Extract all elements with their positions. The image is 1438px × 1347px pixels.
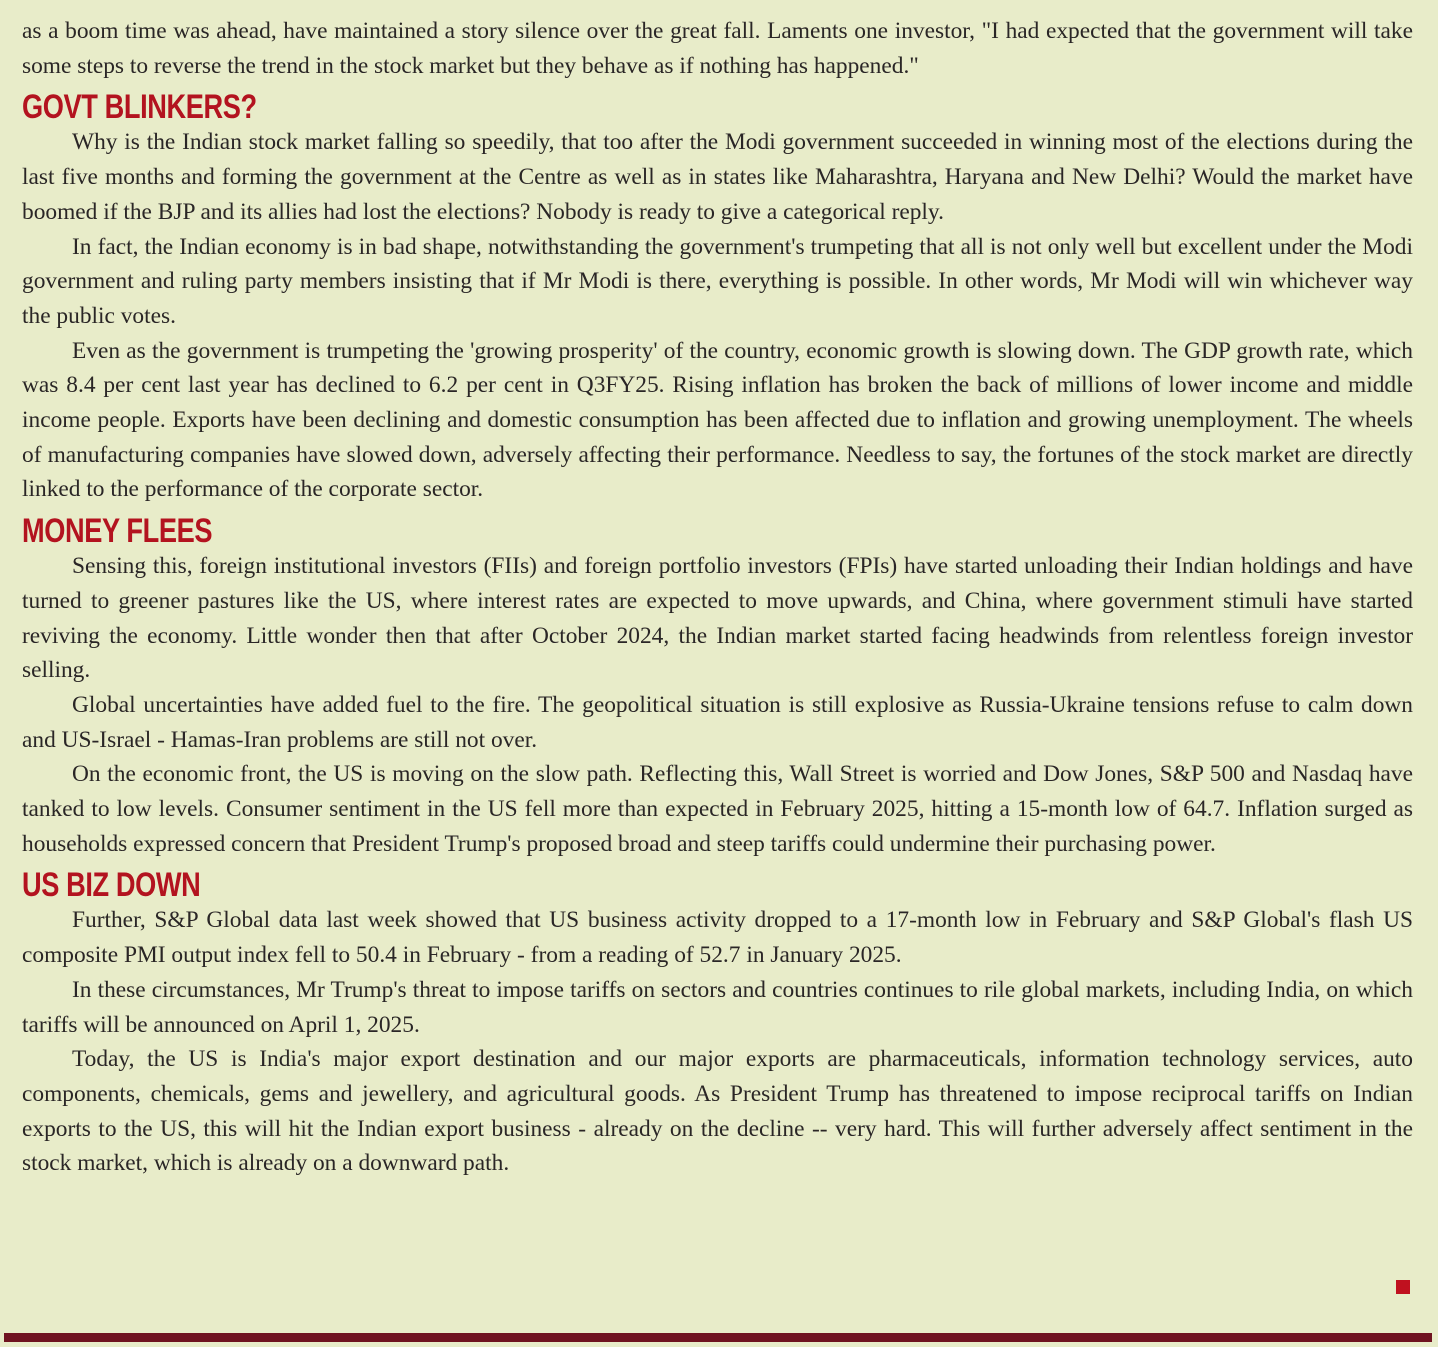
section-heading-us-biz-down: US BIZ DOWN: [22, 866, 201, 905]
section-heading-money-flees: MONEY FLEES: [22, 512, 213, 551]
paragraph: In fact, the Indian economy is in bad shape, notwithstanding the government's trumpeting that all is not only well but excellent under the Modi government and ruling party members insisting that if Mr Modi is there, everything is possible. In other words, Mr Modi will win whichever way the public votes.: [22, 233, 1413, 329]
bottom-divider: [4, 1333, 1432, 1342]
article-body: [22, 14, 1413, 1181]
section-heading-govt-blinkers: GOVT BLINKERS?: [22, 88, 257, 127]
paragraph: Even as the government is trumpeting the 'growing prosperity' of the country, economic growth is slowing down. The GDP growth rate, which was 8.4 per cent last year has declined to 6.2 per cent in Q3FY25. Rising inflation has broken the back of millions of lower income and middle income people. Exports have been declining and domestic consumption has been affected due to inflation and growing unemployment. The wheels of manufacturing companies have slowed down, adversely affecting their performance. Needless to say, the fortunes of the stock market are directly linked to the performance of the corporate sector.: [22, 337, 1413, 503]
paragraph: On the economic front, the US is moving on the slow path. Reflecting this, Wall Street is worried and Dow Jones, S&P 500 and Nasdaq have tanked to low levels. Consumer sentiment in the US fell more than expected in February 2025, hitting a 15-month low of 64.7. Inflation surged as households expressed concern that President Trump's proposed broad and steep tariffs could undermine their purchasing power.: [22, 761, 1413, 857]
paragraph: In these circumstances, Mr Trump's threat to impose tariffs on sectors and countries continues to rile global markets, including India, on which tariffs will be announced on April 1, 2025.: [22, 976, 1413, 1038]
paragraph: Today, the US is India's major export destination and our major exports are pharmaceuticals, information technology services, auto components, chemicals, gems and jewellery, and agricultural goods. As President Trump has threatened to impose reciprocal tariffs on Indian exports to the US, this will hit the Indian export business - already on the decline -- very hard. This will further adversely affect sentiment in the stock market, which is already on a downward path.: [22, 1046, 1413, 1177]
end-of-article-square-icon: [1396, 1280, 1410, 1294]
intro-paragraph: as a boom time was ahead, have maintained a story silence over the great fall. Laments one investor, "I had expected that the government will take some steps to reverse the trend in the stock market but they behave as if nothing has happened.": [22, 18, 1413, 79]
paragraph: Further, S&P Global data last week showed that US business activity dropped to a 17-month low in February and S&P Global's flash US composite PMI output index fell to 50.4 in February - from a reading of 52.7 in January 2025.: [22, 907, 1413, 969]
paragraph: Sensing this, foreign institutional investors (FIIs) and foreign portfolio investors (FPIs) have started unloading their Indian holdings and have turned to greener pastures like the US, where interest rates are expected to move upwards, and China, where government stimuli have started reviving the economy. Little wonder then that after October 2024, the Indian market started facing headwinds from relentless foreign investor selling.: [22, 553, 1413, 684]
paragraph: Why is the Indian stock market falling so speedily, that too after the Modi government succeeded in winning most of the elections during the last five months and forming the government at the Centre as well as in states like Maharashtra, Haryana and New Delhi? Would the market have boomed if the BJP and its allies had lost the elections? Nobody is ready to give a categorical reply.: [22, 129, 1413, 225]
paragraph: Global uncertainties have added fuel to the fire. The geopolitical situation is still explosive as Russia-Ukraine tensions refuse to calm down and US-Israel - Hamas-Iran problems are still not over.: [22, 691, 1413, 753]
